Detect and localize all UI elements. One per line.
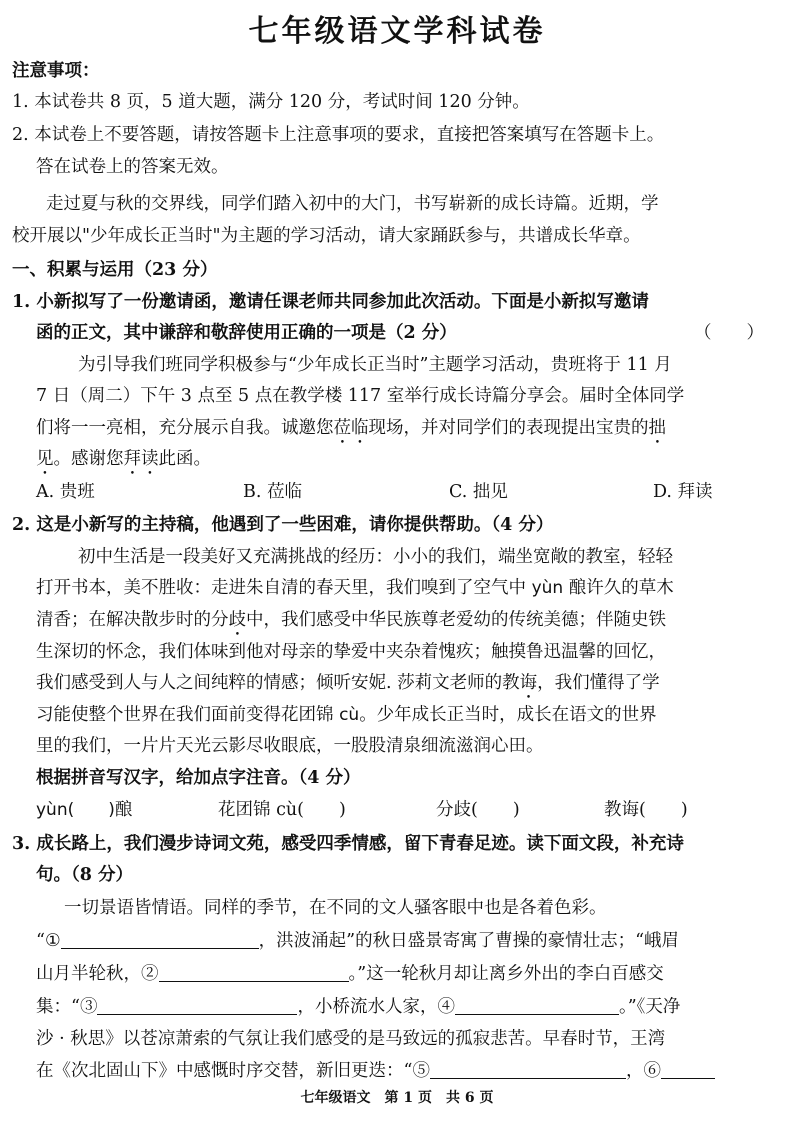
pinyin-yun: yùn xyxy=(531,578,564,598)
q3-passage-line-5: 沙 · 秋思》以苍凉萧索的气氛让我们感受的是马致远的孤寂悲苦。早春时节，王湾 xyxy=(36,1029,666,1049)
blank-1 xyxy=(61,928,259,949)
dotted-char-hui: 诲 xyxy=(519,673,538,693)
dotted-char-qi: 歧 xyxy=(228,610,246,630)
q1-option-d: D. 拜读 xyxy=(653,482,713,502)
q2-passage-line-4: 生深切的怀念，我们体味到他对母亲的挚爱中夹杂着愧疚；触摸鲁迅温馨的回忆， xyxy=(36,642,666,662)
q3-passage-line-6: 在《次北固山下》中感慨时序交替，新旧更迭：“⑤ ，⑥ xyxy=(36,1056,715,1086)
q2-fill-jiaohui: 教诲( ) xyxy=(604,800,688,820)
notice-item-1: 1. 本试卷共 8 页，5 道大题，满分 120 分，考试时间 120 分钟。 xyxy=(12,92,530,112)
dotted-word-jian: 见 xyxy=(36,449,54,469)
q1-passage-line-1: 为引导我们班同学积极参与“少年成长正当时”主题学习活动，贵班将于 11 月 xyxy=(78,355,672,375)
notice-item-2-cont: 答在试卷上的答案无效。 xyxy=(36,157,229,177)
page-footer: 七年级语文 第 1 页 共 6 页 xyxy=(300,1090,494,1106)
q2-passage-line-2: 打开书本，美不胜收：走进朱自清的春天里，我们嗅到了空气中 yùn 酿许久的草木 xyxy=(36,578,674,598)
q3-passage-line-3: 山月半轮秋，② 。”这一轮秋月却让离乡外出的李白百感交 xyxy=(36,959,664,989)
q1-stem-line-1: 1. 小新拟写了一份邀请函，邀请任课老师共同参加此次活动。下面是小新拟写邀请 xyxy=(12,292,649,312)
q2-fill-cu: 花团锦 cù( ) xyxy=(218,800,346,820)
blank-4 xyxy=(455,994,619,1015)
q3-passage-line-4: 集：“③ ，小桥流水人家，④ 。”《天净 xyxy=(36,992,680,1022)
dotted-word-lilin: 莅临 xyxy=(333,418,369,438)
q1-passage-line-4: 见。感谢您拜读此函。 xyxy=(36,449,211,469)
q1-passage-line-3: 们将一一亮相，充分展示自我。诚邀您莅临现场，并对同学们的表现提出宝贵的拙 xyxy=(36,418,666,438)
blank-6 xyxy=(661,1058,715,1079)
pinyin-cu: cù xyxy=(339,705,360,725)
q2-fill-yun: yùn( )酿 xyxy=(36,800,133,820)
dotted-word-baidu: 拜读 xyxy=(123,449,159,469)
intro-line-2: 校开展以"少年成长正当时"为主题的学习活动，请大家踊跃参与，共谱成长华章。 xyxy=(12,226,641,246)
q2-passage-line-7: 里的我们，一片片天光云影尽收眼底，一股股清泉细流滋润心田。 xyxy=(36,736,544,756)
q3-stem-line-2: 句。（8 分） xyxy=(36,865,134,885)
q2-passage-line-6: 习能使整个世界在我们面前变得花团锦 cù。少年成长正当时，成长在语文的世界 xyxy=(36,705,657,725)
q1-answer-paren: （ ） xyxy=(694,323,764,343)
q1-option-b: B. 莅临 xyxy=(243,482,302,502)
q3-passage-line-1: 一切景语皆情语。同样的季节，在不同的文人骚客眼中也是各着色彩。 xyxy=(64,898,607,918)
blank-3 xyxy=(97,994,297,1015)
q1-stem-line-2: 函的正文，其中谦辞和敬辞使用正确的一项是（2 分） xyxy=(36,323,457,343)
page-title: 七年级语文学科试卷 xyxy=(248,14,546,49)
q2-stem: 2. 这是小新写的主持稿，他遇到了一些困难，请你提供帮助。（4 分） xyxy=(12,515,554,535)
q1-option-a: A. 贵班 xyxy=(36,482,95,502)
q3-passage-line-2: “① ，洪波涌起”的秋日盛景寄寓了曹操的豪情壮志；“峨眉 xyxy=(36,926,679,956)
q2-passage-line-1: 初中生活是一段美好又充满挑战的经历：小小的我们，端坐宽敞的教室，轻轻 xyxy=(78,547,673,567)
q2-passage-line-3: 清香；在解决散步时的分歧中，我们感受中华民族尊老爱幼的传统美德；伴随史铁 xyxy=(36,610,666,630)
intro-line-1: 走过夏与秋的交界线，同学们踏入初中的大门，书写崭新的成长诗篇。近期，学 xyxy=(46,194,659,214)
q2-fill-fenqi: 分歧( ) xyxy=(436,800,520,820)
section-1-heading: 一、积累与运用（23 分） xyxy=(12,260,218,280)
q1-option-c: C. 拙见 xyxy=(449,482,508,502)
q2-passage-line-5: 我们感受到人与人之间纯粹的情感；倾听安妮. 莎莉文老师的教诲，我们懂得了学 xyxy=(36,673,660,693)
blank-2 xyxy=(159,961,349,982)
notice-item-2: 2. 本试卷上不要答题，请按答题卡上注意事项的要求，直接把答案填写在答题卡上。 xyxy=(12,125,665,145)
notice-heading: 注意事项： xyxy=(12,61,100,81)
dotted-word-zhuo: 拙 xyxy=(648,418,666,438)
blank-5 xyxy=(430,1058,626,1079)
q2-subquestion: 根据拼音写汉字，给加点字注音。（4 分） xyxy=(36,768,361,788)
q3-stem-line-1: 3. 成长路上，我们漫步诗词文苑，感受四季情感，留下青春足迹。读下面文段，补充诗 xyxy=(12,834,684,854)
q1-passage-line-2: 7 日（周二）下午 3 点至 5 点在教学楼 117 室举行成长诗篇分享会。届时全体同学 xyxy=(36,386,685,406)
